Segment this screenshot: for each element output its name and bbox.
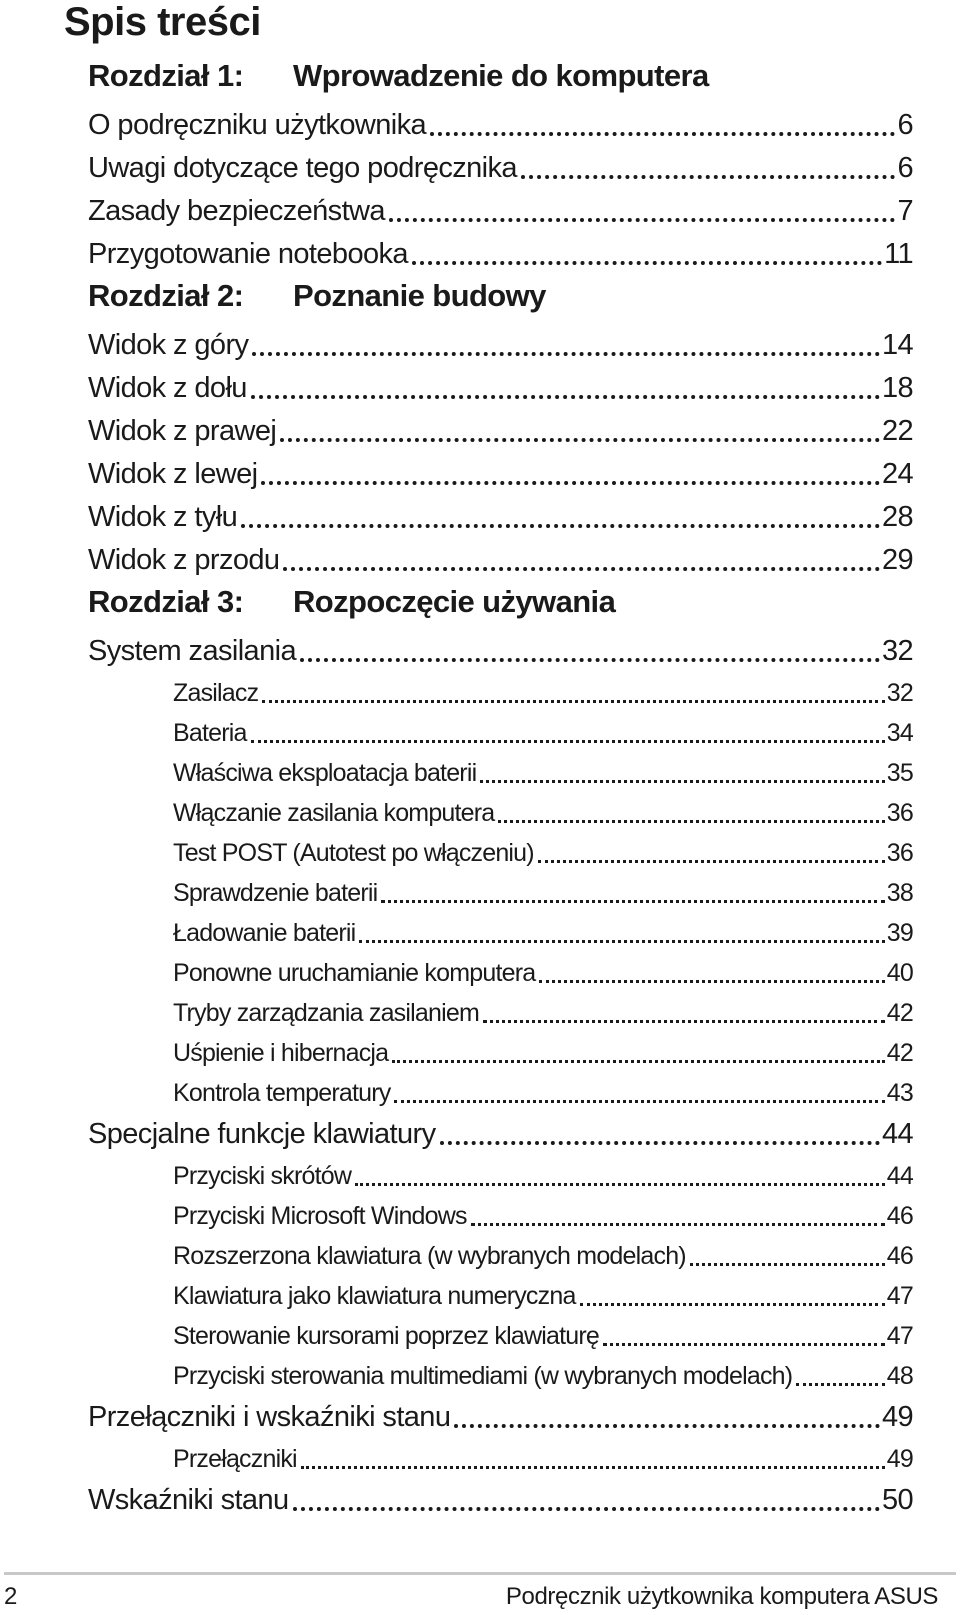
toc-entry[interactable] xyxy=(88,535,913,578)
chapter-number: Rozdział 2: xyxy=(88,278,244,313)
toc-entry-label: Przygotowanie notebooka xyxy=(88,238,408,270)
toc-entry-label: Widok z tyłu xyxy=(88,501,238,533)
toc-subentry[interactable] xyxy=(88,1069,913,1109)
toc-subentry[interactable] xyxy=(88,709,913,749)
dot-leader xyxy=(261,479,879,485)
chapter-title: Wprowadzenie do komputera xyxy=(293,58,709,93)
toc-entry-label: Bateria xyxy=(173,719,247,747)
toc-entry-label: Specjalne funkcje klawiatury xyxy=(88,1118,436,1150)
toc-subentry[interactable] xyxy=(88,869,913,909)
toc-page-number: 40 xyxy=(886,959,913,987)
dot-leader xyxy=(241,522,880,528)
toc-page-number: 6 xyxy=(897,152,913,184)
toc-subentry[interactable] xyxy=(88,949,913,989)
dot-leader xyxy=(381,897,884,903)
toc-entry[interactable] xyxy=(88,363,913,406)
toc-page-number: 7 xyxy=(897,195,913,227)
toc-page-number: 35 xyxy=(886,759,913,787)
dot-leader xyxy=(252,350,880,356)
dot-leader xyxy=(355,1180,885,1186)
toc-entry-label: Przełączniki xyxy=(173,1445,297,1473)
toc-entry-label: Widok z przodu xyxy=(88,544,280,576)
toc-entry[interactable] xyxy=(88,626,913,669)
toc-entry-label: Ponowne uruchamianie komputera xyxy=(173,959,536,987)
dot-leader xyxy=(498,817,884,823)
dot-leader xyxy=(430,130,895,136)
dot-leader xyxy=(300,656,880,662)
toc-page-number: 36 xyxy=(886,799,913,827)
chapter-number: Rozdział 1: xyxy=(88,58,244,93)
dot-leader xyxy=(539,977,884,983)
toc-entry-label: System zasilania xyxy=(88,635,296,667)
toc-page-number: 47 xyxy=(886,1322,913,1350)
toc-page-number: 42 xyxy=(886,1039,913,1067)
dot-leader xyxy=(471,1220,885,1226)
toc-page-number: 44 xyxy=(886,1162,913,1190)
toc-page-number: 47 xyxy=(886,1282,913,1310)
toc-entry-label: Widok z dołu xyxy=(88,372,247,404)
toc-entry-label: Widok z góry xyxy=(88,329,249,361)
toc-entry-label: Zasilacz xyxy=(173,679,259,707)
dot-leader xyxy=(580,1300,885,1306)
toc-entry-label: Kontrola temperatury xyxy=(173,1079,391,1107)
dot-leader xyxy=(392,1057,885,1063)
chapter-number: Rozdział 3: xyxy=(88,584,244,619)
dot-leader xyxy=(359,937,884,943)
dot-leader xyxy=(796,1380,884,1386)
toc-subentry[interactable] xyxy=(88,1435,913,1475)
chapter-title: Poznanie budowy xyxy=(293,278,546,313)
toc-page-number: 42 xyxy=(886,999,913,1027)
toc-page-number: 36 xyxy=(886,839,913,867)
dot-leader xyxy=(483,1017,885,1023)
toc-entry[interactable] xyxy=(88,406,913,449)
dot-leader xyxy=(440,1139,880,1145)
dot-leader xyxy=(521,173,896,179)
toc-entry-label: Sterowanie kursorami poprzez klawiaturę xyxy=(173,1322,599,1350)
dot-leader xyxy=(251,393,880,399)
toc-entry-label: Przyciski Microsoft Windows xyxy=(173,1202,467,1230)
toc-page-number: 49 xyxy=(886,1445,913,1473)
toc-entry[interactable] xyxy=(88,492,913,535)
toc-page-number: 39 xyxy=(886,919,913,947)
toc-entry-label: Tryby zarządzania zasilaniem xyxy=(173,999,479,1027)
toc-entry-label: Przełączniki i wskaźniki stanu xyxy=(88,1401,451,1433)
toc-page-number: 46 xyxy=(886,1242,913,1270)
toc-entry-label: Klawiatura jako klawiatura numeryczna xyxy=(173,1282,576,1310)
toc-entry-label: Sprawdzenie baterii xyxy=(173,879,378,907)
toc-subentry[interactable] xyxy=(88,669,913,709)
table-of-contents xyxy=(88,52,913,1518)
toc-page-number: 24 xyxy=(881,458,913,490)
toc-entry-label: Właściwa eksploatacja baterii xyxy=(173,759,477,787)
dot-leader xyxy=(690,1260,885,1266)
dot-leader xyxy=(394,1097,884,1103)
toc-subentry[interactable] xyxy=(88,909,913,949)
toc-page-number: 48 xyxy=(886,1362,913,1390)
chapter-heading xyxy=(88,272,913,320)
toc-subentry[interactable] xyxy=(88,1272,913,1312)
footer-title: Podręcznik użytkownika komputera ASUS xyxy=(505,1583,938,1610)
toc-page-number: 11 xyxy=(884,238,913,270)
dot-leader xyxy=(480,777,884,783)
page-title: Spis treści xyxy=(64,0,261,44)
dot-leader xyxy=(412,259,882,265)
toc-page-number: 43 xyxy=(886,1079,913,1107)
dot-leader xyxy=(293,1505,880,1511)
toc-subentry[interactable] xyxy=(88,1152,913,1192)
toc-entry[interactable] xyxy=(88,100,913,143)
toc-page-number: 14 xyxy=(881,329,913,361)
toc-page-number: 50 xyxy=(881,1484,913,1516)
chapter-heading xyxy=(88,578,913,626)
toc-entry-label: Przyciski skrótów xyxy=(173,1162,352,1190)
dot-leader xyxy=(280,436,880,442)
toc-entry[interactable] xyxy=(88,229,913,272)
dot-leader xyxy=(301,1463,885,1469)
toc-entry-label: Uwagi dotyczące tego podręcznika xyxy=(88,152,517,184)
toc-entry-label: Przyciski sterowania multimediami (w wybranych modelach) xyxy=(173,1362,793,1390)
toc-subentry[interactable] xyxy=(88,789,913,829)
toc-page-number: 6 xyxy=(897,109,913,141)
toc-page-number: 22 xyxy=(881,415,913,447)
chapter-heading xyxy=(88,52,913,100)
dot-leader xyxy=(283,565,879,571)
toc-subentry[interactable] xyxy=(88,1232,913,1272)
toc-entry-label: Rozszerzona klawiatura (w wybranych modelach) xyxy=(173,1242,686,1270)
toc-entry-label: Uśpienie i hibernacja xyxy=(173,1039,389,1067)
toc-subentry[interactable] xyxy=(88,1312,913,1352)
toc-subentry[interactable] xyxy=(88,1192,913,1232)
toc-entry[interactable] xyxy=(88,1392,913,1435)
toc-page-number: 49 xyxy=(881,1401,913,1433)
toc-entry-label: Wskaźniki stanu xyxy=(88,1484,289,1516)
dot-leader xyxy=(603,1340,885,1346)
footer-divider xyxy=(4,1572,956,1575)
dot-leader xyxy=(538,857,885,863)
toc-page-number: 38 xyxy=(886,879,913,907)
toc-entry-label: Ładowanie baterii xyxy=(173,919,356,947)
toc-subentry[interactable] xyxy=(88,1352,913,1392)
chapter-title: Rozpoczęcie używania xyxy=(293,584,616,619)
toc-entry-label: Widok z lewej xyxy=(88,458,258,490)
toc-entry[interactable] xyxy=(88,449,913,492)
dot-leader xyxy=(454,1422,880,1428)
toc-entry-label: O podręczniku użytkownika xyxy=(88,109,426,141)
dot-leader xyxy=(389,216,896,222)
toc-page-number: 28 xyxy=(881,501,913,533)
toc-entry[interactable] xyxy=(88,320,913,363)
toc-page-number: 44 xyxy=(881,1118,913,1150)
toc-entry-label: Włączanie zasilania komputera xyxy=(173,799,495,827)
toc-page-number: 32 xyxy=(881,635,913,667)
toc-page-number: 18 xyxy=(881,372,913,404)
toc-subentry[interactable] xyxy=(88,829,913,869)
toc-entry[interactable] xyxy=(88,1475,913,1518)
toc-subentry[interactable] xyxy=(88,1029,913,1069)
dot-leader xyxy=(262,697,884,703)
footer-page-number: 2 xyxy=(4,1583,18,1610)
toc-page-number: 34 xyxy=(886,719,913,747)
toc-entry-label: Test POST (Autotest po włączeniu) xyxy=(173,839,534,867)
toc-entry[interactable] xyxy=(88,1109,913,1152)
toc-entry[interactable] xyxy=(88,186,913,229)
toc-entry-label: Zasady bezpieczeństwa xyxy=(88,195,385,227)
toc-subentry[interactable] xyxy=(88,989,913,1029)
toc-page-number: 29 xyxy=(881,544,913,576)
toc-entry[interactable] xyxy=(88,143,913,186)
toc-page-number: 32 xyxy=(886,679,913,707)
toc-subentry[interactable] xyxy=(88,749,913,789)
dot-leader xyxy=(251,737,885,743)
toc-page-number: 46 xyxy=(886,1202,913,1230)
toc-entry-label: Widok z prawej xyxy=(88,415,277,447)
